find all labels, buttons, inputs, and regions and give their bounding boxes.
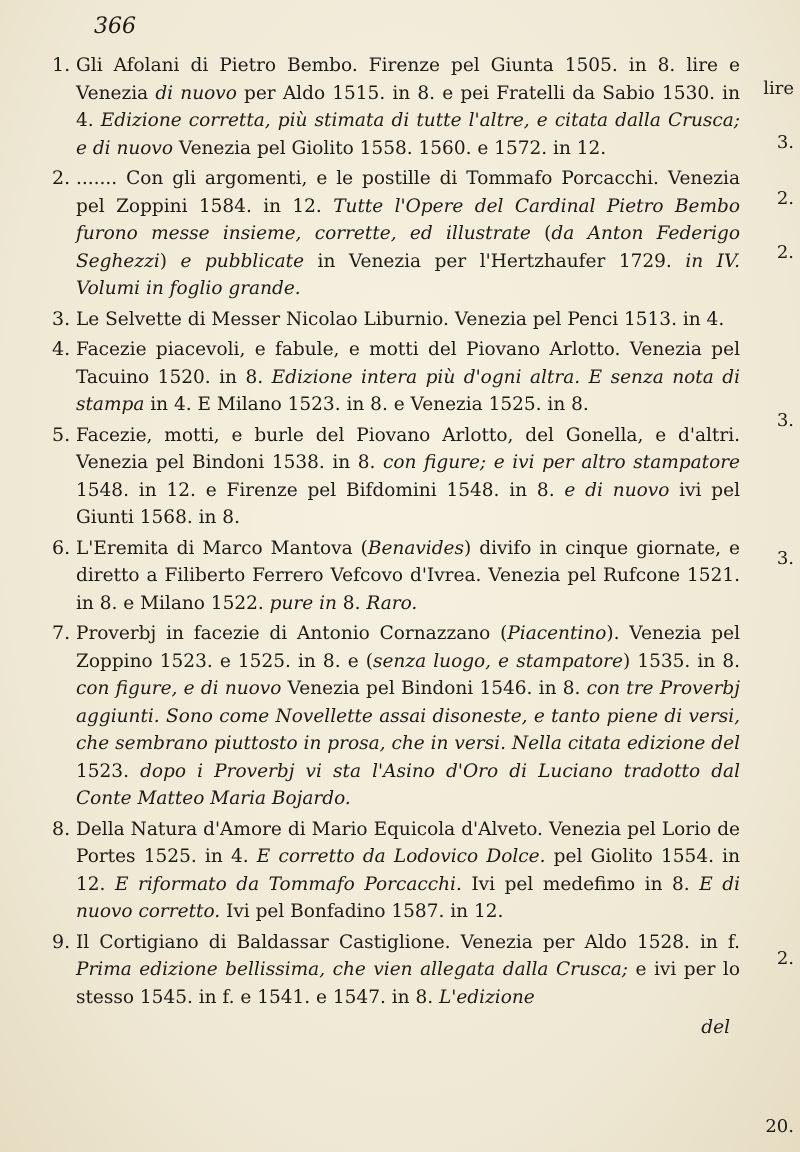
entry-number: 5. xyxy=(52,423,71,446)
entry-text-run: L'Eremita di Marco Mantova ( xyxy=(76,537,368,559)
entry-text xyxy=(76,165,740,303)
entry-italic-run: E di nuovo corretto. xyxy=(76,873,740,922)
entry-text xyxy=(76,620,740,813)
entry-italic-run: di nuovo xyxy=(155,82,237,104)
entry-italic-run: E corretto da Lodovico Dolce. xyxy=(256,846,546,867)
entry-italic-run: L'edizione xyxy=(438,986,535,1008)
list-item xyxy=(0,165,800,303)
entry-text-run: Facezie, motti, e burle del Piovano Arlotto, del Gonella, e d'altri. Venezia pel Bindoni 1538. in 8. xyxy=(76,424,740,473)
list-item xyxy=(0,929,800,1012)
entry-number: 2. xyxy=(52,167,71,189)
margin-price: 3. xyxy=(776,132,794,153)
margin-price: 3. xyxy=(776,410,794,431)
list-item xyxy=(0,422,800,532)
entry-italic-run: Tutte l'Opere del Cardinal Pietro Bembo furono messe insieme, corrette, ed illustrate xyxy=(76,195,740,244)
entry-italic-run: con figure; e ivi per altro stampatore xyxy=(383,452,740,473)
entry-number: 4. xyxy=(52,338,71,360)
entry-text-run: in Venezia per l'Hertzhaufer 1729. xyxy=(304,250,686,272)
entry-italic-run: Piacentino xyxy=(507,623,607,644)
entry-text-run: Facezie piacevoli, e fabule, e motti del Piovano Arlotto. Venezia pel Tacuino 1520. in 8. xyxy=(76,339,740,388)
bibliography-list xyxy=(0,52,800,1042)
entry-text-run: ) 1535. in 8. xyxy=(622,650,740,672)
entry-number: 6. xyxy=(52,536,71,559)
entry-text-run: ( xyxy=(530,223,552,244)
margin-price: lire xyxy=(763,78,794,99)
entry-italic-run: senza luogo, e stampatore xyxy=(372,650,623,672)
entry-italic-run: Edizione corretta, più stimata di tutte l'altre, e citata dalla Crusca; e di nuovo xyxy=(76,110,740,159)
entry-text-run: 1523. xyxy=(76,760,141,782)
list-item xyxy=(0,306,800,334)
entry-text-run: Le Selvette di Messer Nicolao Liburnio. Venezia pel Penci 1513. in 4. xyxy=(76,308,725,330)
margin-price: 20. xyxy=(765,1116,794,1137)
page-number: 366 xyxy=(94,14,136,39)
entry-text-run: Ivi pel Bonfadino 1587. in 12. xyxy=(220,901,504,922)
margin-price: 2. xyxy=(776,188,794,209)
entry-text-run: ivi pel Giunti 1568. in 8. xyxy=(76,479,740,528)
entry-italic-run: e pubblicate xyxy=(180,250,305,272)
entry-text xyxy=(76,816,740,926)
entry-text-run: Ivi pel medefimo in 8. xyxy=(461,873,700,895)
margin-price: 2. xyxy=(776,242,794,263)
entry-text-run: 8. xyxy=(336,592,367,614)
entry-italic-run: Edizione intera più d'ogni altra. E senza nota di stampa xyxy=(76,366,740,415)
entry-text xyxy=(76,422,740,532)
entry-italic-run: Raro. xyxy=(366,592,418,614)
entry-italic-run: e di nuovo xyxy=(564,479,670,501)
entry-text-run: ). Venezia pel Zoppino 1523. e 1525. in 8. e ( xyxy=(76,623,740,672)
entry-text-run: Il Cortigiano di Baldassar Castiglione. Venezia per Aldo 1528. in f. xyxy=(76,931,740,953)
margin-price: 3. xyxy=(776,548,794,569)
entry-text-run: Venezia pel Bindoni 1546. in 8. xyxy=(281,678,587,699)
entry-text xyxy=(76,336,740,419)
entry-number: 3. xyxy=(52,307,71,330)
list-item xyxy=(0,816,800,926)
entry-text-run: 1548. in 12. e Firenze pel Bifdomini 1548. in 8. xyxy=(76,479,565,501)
entry-italic-run: con tre Proverbj aggiunti. Sono come Novellette assai disoneste, e tanto piene di versi, che sembrano piuttosto in prosa, che in versi. Nella citata edizione del xyxy=(76,678,740,754)
entry-italic-run: Benavides xyxy=(367,537,464,559)
entry-text-run: per Aldo 1515. in 8. e pei Fratelli da Sabio 1530. in 4. xyxy=(76,82,741,131)
entry-number: 9. xyxy=(52,930,71,953)
entry-italic-run: E riformato da Tommafo Porcacchi. xyxy=(114,873,462,895)
entry-text-run: Gli Afolani di Pietro Bembo. Firenze pel Giunta 1505. in 8. lire e Venezia xyxy=(76,55,740,104)
entry-text xyxy=(76,306,740,334)
entry-text-run: e ivi per lo stesso 1545. in f. e 1541. e 1547. in 8. xyxy=(76,959,740,1008)
entry-text-run: ) xyxy=(159,250,181,272)
entry-text-run: pel Giolito 1554. in 12. xyxy=(76,846,741,895)
entry-number: 1. xyxy=(52,54,71,76)
list-item xyxy=(0,52,800,162)
entry-text-run: ) divifo in cinque giornate, e diretto a Filiberto Ferrero Vefcovo d'Ivrea. Venezia pel Rufcone 1521. in 8. e Milano 1522. xyxy=(76,537,740,614)
entry-italic-run: pure in xyxy=(269,592,337,614)
entry-text xyxy=(76,535,740,618)
entry-text-run: in 4. E Milano 1523. in 8. e Venezia 1525. in 8. xyxy=(144,394,589,415)
entry-number: 7. xyxy=(52,622,71,644)
entry-italic-run: Prima edizione bellissima, che vien allegata dalla Crusca; xyxy=(76,959,629,980)
entry-text xyxy=(76,52,740,162)
entry-text-run: ....... Con gli argomenti, e le postille di Tommafo Porcacchi. Venezia pel Zoppini 1584. in 12. xyxy=(76,168,740,217)
entry-italic-run: in IV. Volumi in foglio grande. xyxy=(76,250,740,299)
entry-text-run: Venezia pel Giolito 1558. 1560. e 1572. in 12. xyxy=(173,137,607,159)
margin-price: 2. xyxy=(776,948,794,969)
entry-number: 8. xyxy=(52,817,71,840)
entry-text-run: Proverbj in facezie di Antonio Cornazzano ( xyxy=(76,623,508,644)
entry-italic-run: dopo i Proverbj vi sta l'Asino d'Oro di Luciano tradotto dal Conte Matteo Maria Bojardo. xyxy=(76,760,740,809)
entry-text-run: Della Natura d'Amore di Mario Equicola d'Alveto. Venezia pel Lorio de Portes 1525. in 4. xyxy=(76,818,740,867)
list-item xyxy=(0,336,800,419)
entry-text xyxy=(76,929,740,1012)
list-item xyxy=(0,535,800,618)
catchword: del xyxy=(701,1017,730,1038)
entry-italic-run: con figure, e di nuovo xyxy=(76,678,282,699)
list-item xyxy=(0,620,800,813)
entry-italic-run: da Anton Federigo Seghezzi xyxy=(76,223,740,272)
